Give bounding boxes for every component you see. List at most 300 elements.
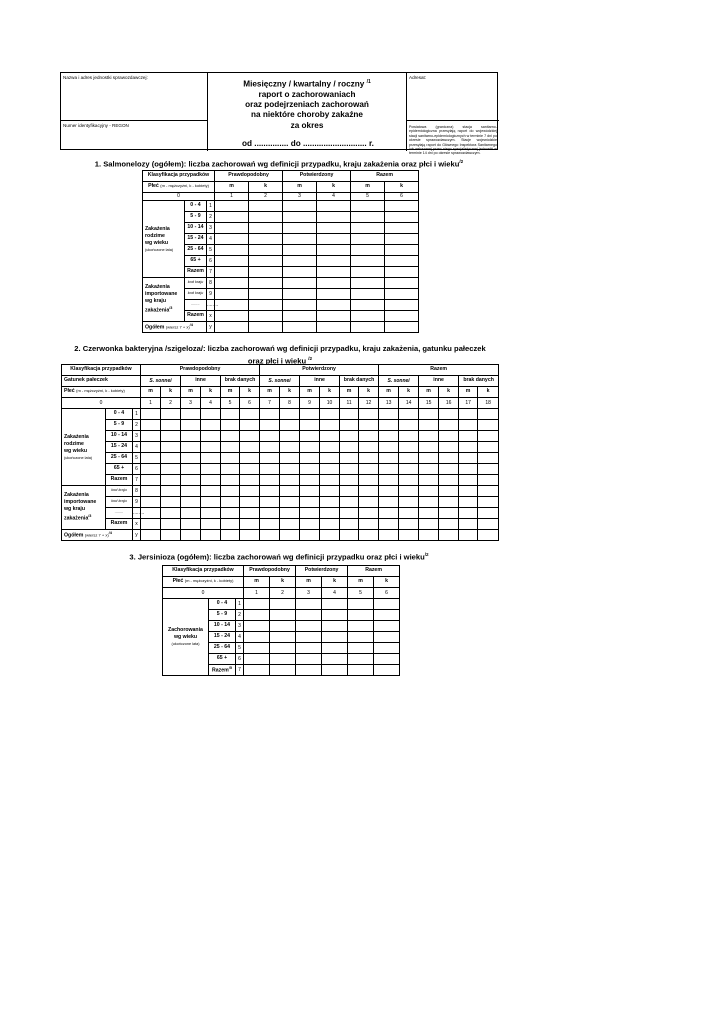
table-input-cell[interactable] — [260, 420, 280, 431]
table-input-cell[interactable] — [283, 267, 317, 278]
table-input-cell[interactable] — [348, 599, 374, 610]
table-input-cell[interactable] — [181, 519, 201, 530]
table-input-cell[interactable] — [249, 322, 283, 333]
table-input-cell[interactable] — [201, 497, 221, 508]
table-input-cell[interactable] — [351, 300, 385, 311]
table-input-cell[interactable] — [270, 643, 296, 654]
table-input-cell[interactable] — [459, 442, 478, 453]
table-input-cell[interactable] — [141, 519, 161, 530]
table-input-cell[interactable] — [317, 212, 351, 223]
table-input-cell[interactable] — [379, 497, 399, 508]
table-input-cell[interactable] — [215, 201, 249, 212]
table-input-cell[interactable] — [439, 409, 459, 420]
table-input-cell[interactable] — [300, 475, 320, 486]
table-input-cell[interactable] — [300, 519, 320, 530]
table-input-cell[interactable] — [385, 311, 419, 322]
table-input-cell[interactable] — [296, 665, 322, 676]
table-input-cell[interactable] — [340, 519, 359, 530]
table-input-cell[interactable] — [249, 201, 283, 212]
table-input-cell[interactable] — [478, 475, 499, 486]
table-input-cell[interactable] — [161, 530, 181, 541]
table-input-cell[interactable] — [280, 453, 300, 464]
unit-name-box[interactable] — [61, 73, 207, 121]
table-input-cell[interactable] — [249, 311, 283, 322]
table-input-cell[interactable] — [221, 475, 240, 486]
table-input-cell[interactable] — [340, 431, 359, 442]
table-input-cell[interactable] — [379, 420, 399, 431]
table-input-cell[interactable] — [459, 431, 478, 442]
table-input-cell[interactable] — [141, 420, 161, 431]
table-input-cell[interactable] — [296, 632, 322, 643]
table-input-cell[interactable] — [201, 431, 221, 442]
table-input-cell[interactable] — [249, 278, 283, 289]
table-input-cell[interactable] — [221, 530, 240, 541]
table-input-cell[interactable] — [317, 234, 351, 245]
table-input-cell[interactable] — [317, 322, 351, 333]
table-input-cell[interactable] — [260, 431, 280, 442]
table-input-cell[interactable] — [296, 643, 322, 654]
table-input-cell[interactable] — [300, 486, 320, 497]
table-input-cell[interactable] — [300, 508, 320, 519]
regon-box[interactable] — [61, 121, 207, 151]
table-input-cell[interactable] — [260, 486, 280, 497]
table-input-cell[interactable] — [379, 486, 399, 497]
table-input-cell[interactable] — [478, 530, 499, 541]
table-input-cell[interactable] — [340, 442, 359, 453]
table-input-cell[interactable] — [348, 632, 374, 643]
table-input-cell[interactable] — [385, 245, 419, 256]
table-input-cell[interactable] — [351, 289, 385, 300]
table-input-cell[interactable] — [385, 201, 419, 212]
table-input-cell[interactable] — [320, 431, 340, 442]
table-input-cell[interactable] — [340, 409, 359, 420]
table-input-cell[interactable] — [283, 245, 317, 256]
table-input-cell[interactable] — [320, 530, 340, 541]
table-input-cell[interactable] — [399, 442, 419, 453]
table-input-cell[interactable] — [340, 475, 359, 486]
table-input-cell[interactable] — [201, 464, 221, 475]
table-input-cell[interactable] — [348, 665, 374, 676]
table-input-cell[interactable] — [478, 486, 499, 497]
table-input-cell[interactable] — [280, 420, 300, 431]
table-input-cell[interactable] — [280, 475, 300, 486]
table-input-cell[interactable] — [300, 431, 320, 442]
table-input-cell[interactable] — [351, 212, 385, 223]
table-input-cell[interactable] — [240, 442, 260, 453]
table-input-cell[interactable] — [270, 632, 296, 643]
table-input-cell[interactable] — [161, 409, 181, 420]
table-input-cell[interactable] — [459, 497, 478, 508]
table-input-cell[interactable] — [280, 409, 300, 420]
table-input-cell[interactable] — [249, 300, 283, 311]
table-input-cell[interactable] — [478, 508, 499, 519]
table-input-cell[interactable] — [240, 420, 260, 431]
table-input-cell[interactable] — [419, 453, 439, 464]
table-input-cell[interactable] — [161, 442, 181, 453]
table-input-cell[interactable] — [201, 519, 221, 530]
table-input-cell[interactable] — [419, 508, 439, 519]
table-input-cell[interactable] — [317, 267, 351, 278]
table-input-cell[interactable] — [459, 508, 478, 519]
table-input-cell[interactable] — [161, 420, 181, 431]
table-input-cell[interactable] — [399, 475, 419, 486]
table-input-cell[interactable] — [215, 311, 249, 322]
table-input-cell[interactable] — [283, 289, 317, 300]
table-input-cell[interactable] — [240, 530, 260, 541]
table-input-cell[interactable] — [459, 519, 478, 530]
table-input-cell[interactable] — [385, 289, 419, 300]
table-input-cell[interactable] — [260, 464, 280, 475]
table-input-cell[interactable] — [419, 431, 439, 442]
table-input-cell[interactable] — [478, 420, 499, 431]
table-input-cell[interactable] — [215, 289, 249, 300]
table-input-cell[interactable] — [399, 420, 419, 431]
table-input-cell[interactable] — [181, 486, 201, 497]
table-input-cell[interactable] — [201, 475, 221, 486]
table-input-cell[interactable] — [181, 508, 201, 519]
table-input-cell[interactable] — [215, 234, 249, 245]
table-input-cell[interactable] — [249, 256, 283, 267]
table-input-cell[interactable] — [221, 519, 240, 530]
table-input-cell[interactable] — [374, 599, 400, 610]
table-input-cell[interactable] — [283, 201, 317, 212]
table-input-cell[interactable] — [240, 519, 260, 530]
table-input-cell[interactable] — [320, 409, 340, 420]
table-input-cell[interactable] — [359, 508, 379, 519]
table-input-cell[interactable] — [221, 497, 240, 508]
table-input-cell[interactable] — [359, 431, 379, 442]
table-input-cell[interactable] — [320, 453, 340, 464]
table-input-cell[interactable] — [280, 519, 300, 530]
table-input-cell[interactable] — [181, 475, 201, 486]
table-input-cell[interactable] — [351, 322, 385, 333]
table-input-cell[interactable] — [459, 464, 478, 475]
table-input-cell[interactable] — [296, 654, 322, 665]
table-input-cell[interactable] — [141, 530, 161, 541]
table-input-cell[interactable] — [280, 530, 300, 541]
table-input-cell[interactable] — [379, 508, 399, 519]
table-input-cell[interactable] — [161, 431, 181, 442]
table-input-cell[interactable] — [351, 311, 385, 322]
table-input-cell[interactable] — [280, 464, 300, 475]
table-input-cell[interactable] — [459, 530, 478, 541]
table-input-cell[interactable] — [320, 519, 340, 530]
table-input-cell[interactable] — [459, 486, 478, 497]
table-input-cell[interactable] — [240, 464, 260, 475]
table-input-cell[interactable] — [348, 643, 374, 654]
table-input-cell[interactable] — [260, 530, 280, 541]
table-input-cell[interactable] — [300, 420, 320, 431]
table-input-cell[interactable] — [385, 223, 419, 234]
table-input-cell[interactable] — [322, 665, 348, 676]
table-input-cell[interactable] — [141, 464, 161, 475]
table-input-cell[interactable] — [320, 442, 340, 453]
table-input-cell[interactable] — [283, 278, 317, 289]
table-input-cell[interactable] — [221, 453, 240, 464]
table-input-cell[interactable] — [181, 453, 201, 464]
table-input-cell[interactable] — [283, 223, 317, 234]
table-input-cell[interactable] — [379, 519, 399, 530]
table-input-cell[interactable] — [359, 530, 379, 541]
table-input-cell[interactable] — [379, 409, 399, 420]
table-input-cell[interactable] — [215, 256, 249, 267]
table-input-cell[interactable] — [300, 464, 320, 475]
table-input-cell[interactable] — [240, 431, 260, 442]
table-input-cell[interactable] — [340, 530, 359, 541]
table-input-cell[interactable] — [322, 621, 348, 632]
table-input-cell[interactable] — [359, 464, 379, 475]
table-input-cell[interactable] — [244, 654, 270, 665]
table-input-cell[interactable] — [260, 508, 280, 519]
table-input-cell[interactable] — [419, 475, 439, 486]
table-input-cell[interactable] — [300, 442, 320, 453]
table-input-cell[interactable] — [385, 278, 419, 289]
table-input-cell[interactable] — [181, 442, 201, 453]
table-input-cell[interactable] — [374, 632, 400, 643]
table-input-cell[interactable] — [322, 643, 348, 654]
table-input-cell[interactable] — [161, 519, 181, 530]
table-input-cell[interactable] — [161, 464, 181, 475]
table-input-cell[interactable] — [317, 256, 351, 267]
table-input-cell[interactable] — [419, 420, 439, 431]
table-input-cell[interactable] — [439, 486, 459, 497]
table-input-cell[interactable] — [439, 442, 459, 453]
table-input-cell[interactable] — [249, 289, 283, 300]
table-input-cell[interactable] — [459, 475, 478, 486]
table-input-cell[interactable] — [351, 234, 385, 245]
table-input-cell[interactable] — [280, 497, 300, 508]
table-input-cell[interactable] — [374, 621, 400, 632]
table-input-cell[interactable] — [374, 610, 400, 621]
table-header-cell[interactable]: kod kraju — [185, 289, 207, 300]
table-input-cell[interactable] — [374, 643, 400, 654]
addressee-box[interactable] — [407, 73, 499, 121]
table-input-cell[interactable] — [300, 497, 320, 508]
table-input-cell[interactable] — [385, 212, 419, 223]
table-input-cell[interactable] — [459, 453, 478, 464]
table-input-cell[interactable] — [320, 497, 340, 508]
table-input-cell[interactable] — [359, 486, 379, 497]
table-input-cell[interactable] — [478, 497, 499, 508]
table-input-cell[interactable] — [340, 508, 359, 519]
table-input-cell[interactable] — [221, 508, 240, 519]
table-input-cell[interactable] — [351, 245, 385, 256]
table-input-cell[interactable] — [141, 453, 161, 464]
table-input-cell[interactable] — [459, 409, 478, 420]
table-input-cell[interactable] — [348, 610, 374, 621]
table-input-cell[interactable] — [141, 497, 161, 508]
table-input-cell[interactable] — [221, 420, 240, 431]
table-input-cell[interactable] — [317, 201, 351, 212]
table-input-cell[interactable] — [385, 234, 419, 245]
table-input-cell[interactable] — [351, 223, 385, 234]
table-input-cell[interactable] — [478, 464, 499, 475]
table-input-cell[interactable] — [215, 278, 249, 289]
table-input-cell[interactable] — [340, 497, 359, 508]
table-input-cell[interactable] — [385, 322, 419, 333]
table-input-cell[interactable] — [317, 289, 351, 300]
table-input-cell[interactable] — [317, 300, 351, 311]
table-input-cell[interactable] — [215, 212, 249, 223]
table-input-cell[interactable] — [240, 486, 260, 497]
table-input-cell[interactable] — [244, 632, 270, 643]
table-input-cell[interactable] — [240, 475, 260, 486]
table-input-cell[interactable] — [141, 442, 161, 453]
table-input-cell[interactable] — [399, 431, 419, 442]
table-input-cell[interactable] — [244, 610, 270, 621]
table-input-cell[interactable] — [181, 497, 201, 508]
table-input-cell[interactable] — [215, 300, 249, 311]
table-input-cell[interactable] — [317, 245, 351, 256]
table-input-cell[interactable] — [322, 610, 348, 621]
table-input-cell[interactable] — [249, 234, 283, 245]
table-input-cell[interactable] — [270, 599, 296, 610]
table-input-cell[interactable] — [161, 453, 181, 464]
table-input-cell[interactable] — [181, 530, 201, 541]
table-input-cell[interactable] — [478, 442, 499, 453]
table-input-cell[interactable] — [201, 508, 221, 519]
table-input-cell[interactable] — [249, 223, 283, 234]
table-input-cell[interactable] — [385, 256, 419, 267]
table-input-cell[interactable] — [161, 497, 181, 508]
table-input-cell[interactable] — [359, 497, 379, 508]
table-input-cell[interactable] — [244, 621, 270, 632]
table-input-cell[interactable] — [270, 654, 296, 665]
table-input-cell[interactable] — [181, 464, 201, 475]
table-input-cell[interactable] — [260, 442, 280, 453]
table-input-cell[interactable] — [399, 409, 419, 420]
table-input-cell[interactable] — [181, 409, 201, 420]
table-input-cell[interactable] — [280, 508, 300, 519]
table-input-cell[interactable] — [320, 475, 340, 486]
table-input-cell[interactable] — [359, 442, 379, 453]
table-input-cell[interactable] — [379, 442, 399, 453]
table-input-cell[interactable] — [439, 453, 459, 464]
table-input-cell[interactable] — [215, 245, 249, 256]
table-input-cell[interactable] — [478, 431, 499, 442]
table-input-cell[interactable] — [348, 654, 374, 665]
table-input-cell[interactable] — [359, 453, 379, 464]
table-input-cell[interactable] — [283, 212, 317, 223]
table-input-cell[interactable] — [249, 212, 283, 223]
table-input-cell[interactable] — [340, 420, 359, 431]
table-input-cell[interactable] — [260, 409, 280, 420]
table-input-cell[interactable] — [419, 464, 439, 475]
table-input-cell[interactable] — [141, 475, 161, 486]
table-input-cell[interactable] — [419, 530, 439, 541]
table-input-cell[interactable] — [379, 475, 399, 486]
table-input-cell[interactable] — [161, 508, 181, 519]
table-input-cell[interactable] — [359, 519, 379, 530]
table-input-cell[interactable] — [300, 530, 320, 541]
table-input-cell[interactable] — [270, 621, 296, 632]
table-input-cell[interactable] — [478, 453, 499, 464]
table-input-cell[interactable] — [201, 530, 221, 541]
table-input-cell[interactable] — [320, 508, 340, 519]
table-input-cell[interactable] — [348, 621, 374, 632]
table-input-cell[interactable] — [283, 322, 317, 333]
table-input-cell[interactable] — [419, 519, 439, 530]
table-input-cell[interactable] — [249, 267, 283, 278]
table-input-cell[interactable] — [351, 256, 385, 267]
table-input-cell[interactable] — [161, 486, 181, 497]
table-input-cell[interactable] — [399, 453, 419, 464]
table-input-cell[interactable] — [244, 665, 270, 676]
table-input-cell[interactable] — [379, 431, 399, 442]
table-input-cell[interactable] — [221, 409, 240, 420]
table-input-cell[interactable] — [374, 654, 400, 665]
table-input-cell[interactable] — [296, 610, 322, 621]
table-input-cell[interactable] — [385, 300, 419, 311]
table-input-cell[interactable] — [244, 643, 270, 654]
table-header-cell[interactable]: kod kraju — [185, 278, 207, 289]
table-input-cell[interactable] — [221, 431, 240, 442]
table-input-cell[interactable] — [283, 300, 317, 311]
table-input-cell[interactable] — [340, 486, 359, 497]
table-input-cell[interactable] — [141, 431, 161, 442]
table-input-cell[interactable] — [322, 654, 348, 665]
table-input-cell[interactable] — [221, 486, 240, 497]
table-input-cell[interactable] — [439, 497, 459, 508]
table-input-cell[interactable] — [280, 486, 300, 497]
table-input-cell[interactable] — [419, 497, 439, 508]
table-input-cell[interactable] — [478, 519, 499, 530]
table-input-cell[interactable] — [280, 442, 300, 453]
table-input-cell[interactable] — [300, 453, 320, 464]
table-input-cell[interactable] — [340, 453, 359, 464]
table-input-cell[interactable] — [201, 453, 221, 464]
table-input-cell[interactable] — [296, 599, 322, 610]
table-header-cell[interactable]: ........ — [185, 300, 207, 311]
table-input-cell[interactable] — [385, 267, 419, 278]
table-input-cell[interactable] — [240, 453, 260, 464]
table-input-cell[interactable] — [270, 665, 296, 676]
table-input-cell[interactable] — [141, 409, 161, 420]
table-input-cell[interactable] — [221, 442, 240, 453]
table-input-cell[interactable] — [221, 464, 240, 475]
table-input-cell[interactable] — [439, 475, 459, 486]
table-input-cell[interactable] — [283, 311, 317, 322]
table-input-cell[interactable] — [379, 530, 399, 541]
table-input-cell[interactable] — [240, 497, 260, 508]
table-input-cell[interactable] — [478, 409, 499, 420]
table-input-cell[interactable] — [439, 420, 459, 431]
table-input-cell[interactable] — [379, 453, 399, 464]
table-input-cell[interactable] — [359, 420, 379, 431]
table-input-cell[interactable] — [322, 599, 348, 610]
table-input-cell[interactable] — [359, 475, 379, 486]
table-input-cell[interactable] — [439, 519, 459, 530]
table-input-cell[interactable] — [399, 530, 419, 541]
table-input-cell[interactable] — [399, 508, 419, 519]
table-input-cell[interactable] — [260, 475, 280, 486]
table-input-cell[interactable] — [283, 256, 317, 267]
table-input-cell[interactable] — [351, 278, 385, 289]
table-input-cell[interactable] — [439, 464, 459, 475]
table-input-cell[interactable] — [244, 599, 270, 610]
table-input-cell[interactable] — [399, 497, 419, 508]
table-input-cell[interactable] — [399, 486, 419, 497]
table-input-cell[interactable] — [320, 464, 340, 475]
table-input-cell[interactable] — [351, 267, 385, 278]
table-input-cell[interactable] — [322, 632, 348, 643]
table-input-cell[interactable] — [215, 267, 249, 278]
table-input-cell[interactable] — [181, 420, 201, 431]
table-input-cell[interactable] — [399, 464, 419, 475]
table-input-cell[interactable] — [201, 420, 221, 431]
table-input-cell[interactable] — [439, 530, 459, 541]
table-input-cell[interactable] — [215, 223, 249, 234]
